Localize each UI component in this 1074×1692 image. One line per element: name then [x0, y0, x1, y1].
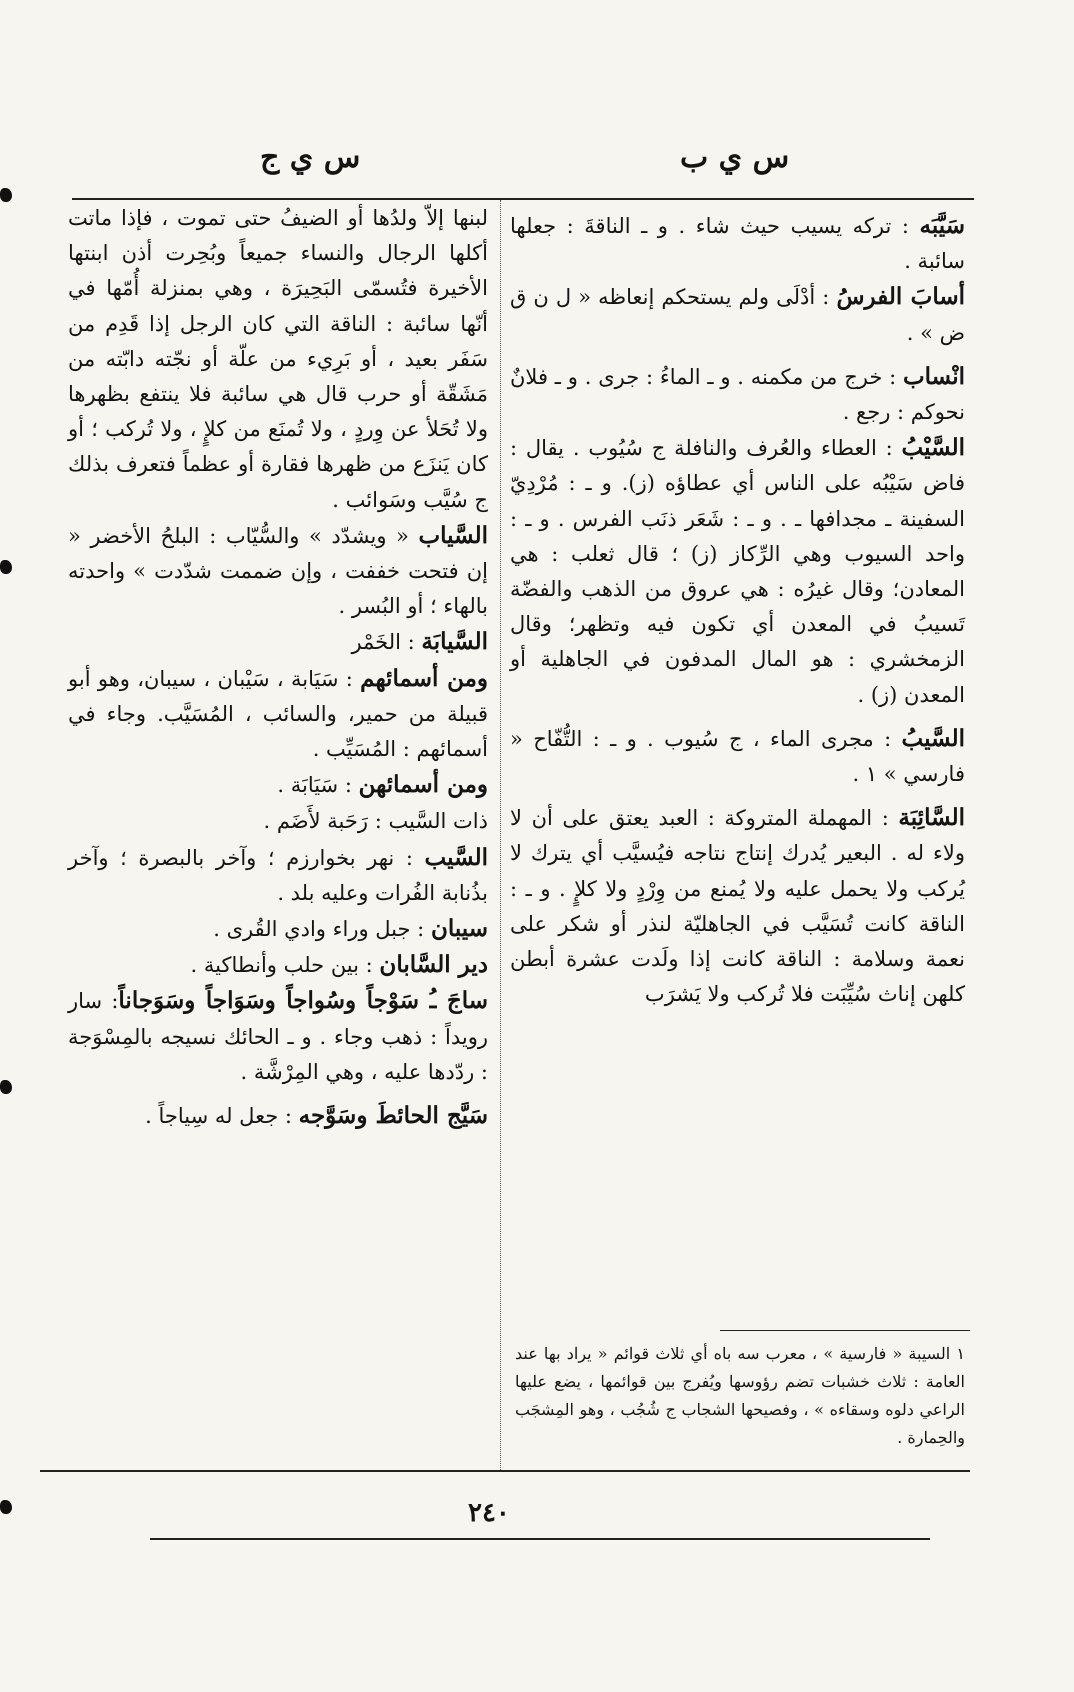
- footnote-rule: [720, 1330, 970, 1331]
- headword: ومن أسمائهن: [358, 771, 488, 799]
- entry: [68, 840, 488, 911]
- definition: : الخَمْر: [351, 630, 422, 655]
- entry: [68, 1098, 488, 1134]
- entry: [68, 911, 488, 947]
- definition: : جعل له سِياجاً .: [145, 1104, 299, 1129]
- entry: [510, 721, 965, 792]
- left-column-header: س ي ج: [260, 140, 361, 175]
- definition: : المهملة المتروكة : العبد يعتق على أن لا ولاء له . البعير يُدرك إنتاج نتاجه فيُسيَّب أي يترك لا يُركب ولا يحمل عليه ولا يُمنع من وِرْدٍ ولا كلإٍ . و ـ : الناقة كانت تُسَيَّب في الجاهليّة لنذر أو شكر على نعمة وسلامة : الناقة كانت إذا ولَدت عشرة أبطن كلهن إناث سُيِّبَت فلا تُركب ولا يَشرَب: [510, 806, 965, 1007]
- entry: [68, 983, 488, 1090]
- definition: : بين حلب وأنطاكية .: [190, 953, 380, 978]
- entry: [68, 624, 488, 660]
- headword: السَّيابَة: [421, 628, 488, 656]
- definition: لبنها إلاّ ولدُها أو الضيفُ حتى تموت ، فإذا ماتت أكلها الرجال والنساء جميعاً وبُحِرت أذن ابنتها الأخيرة فتُسمّى البَحِيرَة ، وهي بمنزلة أُمّها في أنّها سائبة : الناقة التي كان الرجل إذا قَدِم من سَفَر بعيد ، أو بَرِيء من علّة أو نجّته دابّته من مَشَقّة أو حرب قال هي سائبة فلا ينتفع بظهرها ولا تُحَلأ عن وِردٍ ، ولا تُمنَع من كلإٍ ، ولا تُركب ؛ أو كان يَنزَع من ظهرها فقارة أو عظماً فتعرف بذلك ج سُيَّب وسَوائب .: [68, 206, 488, 512]
- entry: [68, 661, 488, 768]
- headword: سيبان: [430, 915, 488, 943]
- entry: [68, 947, 488, 983]
- right-column-header: س ي ب: [680, 140, 790, 175]
- definition: : نهر بخوارزم ؛ وآخر بالبصرة ؛ وآخر بذُنابة الفُرات وعليه بلد .: [68, 845, 488, 905]
- headword: انْساب: [903, 362, 965, 390]
- headword: السَّياب: [418, 521, 488, 549]
- entry: [68, 803, 488, 839]
- headword: سَيَّبَه: [919, 212, 965, 239]
- definition: ذات السَّيب : رَحَبة لأَضَم .: [263, 809, 488, 834]
- headword: أسابَ الفرسُ: [836, 283, 965, 311]
- binding-hole-mark: [0, 188, 12, 202]
- headword: السَّيْبُ: [901, 434, 965, 462]
- page-number: ٢٤٠: [468, 1498, 510, 1528]
- right-column: [510, 208, 965, 1012]
- definition: : سَيَابَة .: [277, 773, 359, 798]
- headword: السَّيبُ: [901, 724, 965, 752]
- entry: [68, 200, 488, 518]
- entry: [510, 430, 965, 713]
- definition: : مجرى الماء ، ج سُيوب . و ـ : التُّفّاح « فارسي » ١ .: [510, 726, 965, 787]
- definition: : جبل وراء وادي القُرى .: [213, 917, 431, 942]
- entry: [510, 208, 965, 279]
- definition: : سار رويداً : ذهب وجاء . و ـ الحائك نسيجه بالمِسْوَجة : ردّدها عليه ، وهي المِرْشَّة .: [68, 989, 488, 1084]
- column-divider: [500, 200, 501, 1470]
- definition: : خرج من مكمنه . و ـ الماءُ : جرى . و ـ فلانٌ نحوكم : رجع .: [510, 364, 965, 425]
- headword: ومن أسمائهم: [360, 664, 488, 692]
- footnote-text: ١ السيبة « فارسية » ، معرب سه باه أي ثلاث قوائم « يراد بها عند العامة : ثلاث خشبات تضم رؤوسها ويُفرج بين قوائمها ، يضع عليها الراعي دلوه وسقاءه » ، وفصيحها الشجاب ج شُجُب ، وهو المِشجَب والحِمارة .: [515, 1344, 966, 1447]
- definition: : تركه يسيب حيث شاء . و ـ الناقةَ : جعلها سائبة .: [510, 214, 965, 274]
- definition: « ويشدّد » والسُّيّاب : البلحُ الأخضر « إن فتحت خففت ، وإن ضممت شدّدت » واحدته بالهاء ؛ أو البُسر .: [68, 523, 488, 619]
- definition: : سَيَابة ، سَيْبان ، سيبان، وهو أبو قبيلة من حمير، والسائب ، المُسَيَّب. وجاء في أسمائهم : المُسَيِّب .: [68, 666, 488, 762]
- footnote: [515, 1340, 965, 1452]
- headword: ساجَ ـُ سَوْجاً وسُواجاً وسَوَاجاً وسَوَجاناً: [118, 987, 488, 1015]
- entry: [68, 518, 488, 625]
- definition: : العطاء والعُرف والنافلة ج سُيُوب . يقال : فاض سَيْبُه على الناس أي عطاؤه (ز). و ـ : مُرْدِيّ السفينة ـ مجدافها ـ . و ـ : شَعَر ذنَب الفرس . و ـ : واحد السيوب وهي الرِّكاز (ز) ؛ قال ثعلب : هي المعادن؛ وقال غيرُه : هي عروق من الذهب والفضّة تَسيبُ في المعدن أي تكون فيه وتظهر؛ وقال الزمخشري : هو المال المدفون في الجاهلية أو المعدن (ز) .: [510, 436, 965, 707]
- definition: : أدْلَى ولم يستحكم إنعاظه « ل ن ق ض » .: [510, 285, 965, 345]
- entry: [510, 279, 965, 350]
- entry: [68, 767, 488, 803]
- binding-hole-mark: [0, 1080, 12, 1094]
- entry: [510, 800, 965, 1012]
- page-number-rule: [150, 1538, 930, 1540]
- binding-hole-mark: [0, 560, 12, 574]
- entry: [510, 359, 965, 430]
- bottom-rule: [40, 1470, 970, 1472]
- headword: السَّيب: [424, 843, 488, 871]
- headword: سَيَّج الحائطَ وسَوَّجه: [298, 1102, 488, 1130]
- left-column: [68, 200, 488, 1134]
- headword: دير السَّابان: [379, 951, 488, 979]
- headword: السَّائِبَة: [898, 804, 965, 832]
- binding-hole-mark: [0, 1500, 12, 1514]
